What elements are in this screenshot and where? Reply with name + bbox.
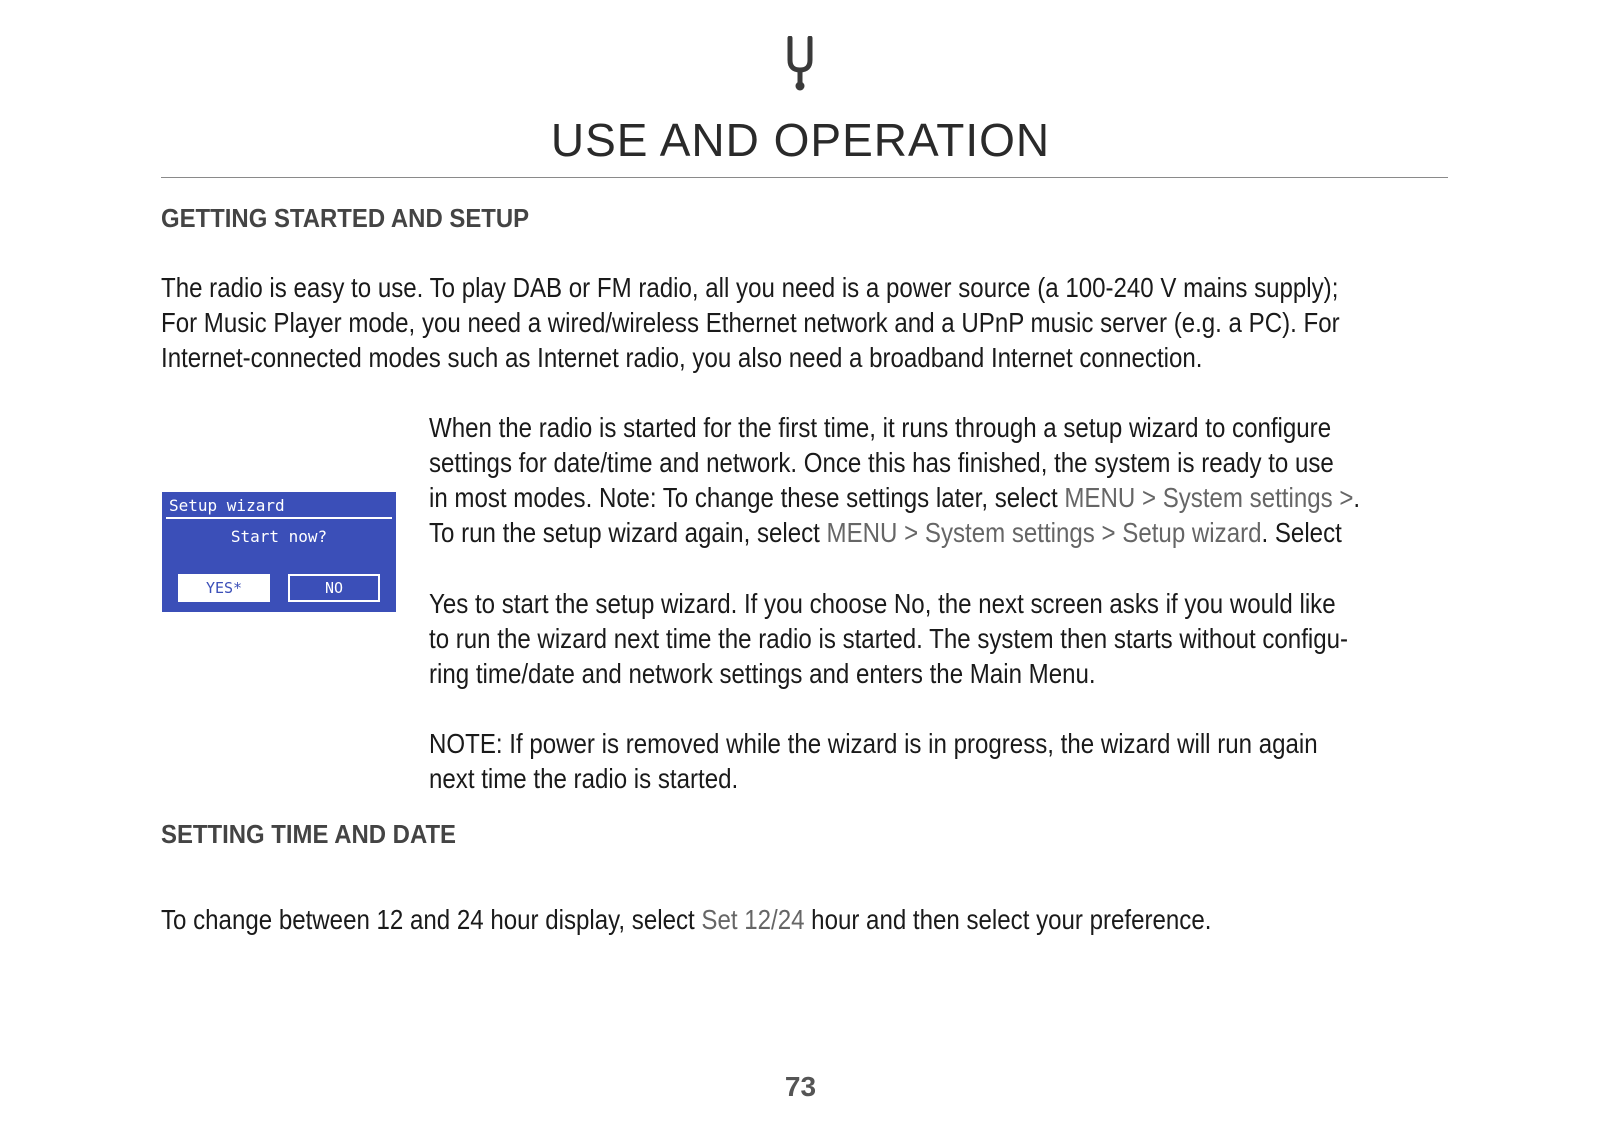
intro-paragraph <box>161 270 1451 375</box>
intro-line: Internet-connected modes such as Internet radio, you also need a broadband Internet connection. <box>161 342 1203 373</box>
wizard-paragraph <box>429 410 1452 550</box>
time-date-paragraph <box>161 902 1451 937</box>
yes-line: ring time/date and network settings and enters the Main Menu. <box>429 658 1096 689</box>
wizard-screen-no-option: NO <box>288 574 380 602</box>
wizard-screen-header: Setup wizard <box>169 496 285 515</box>
intro-line: For Music Player mode, you need a wired/wireless Ethernet network and a UPnP music server (e.g. a PC). For <box>161 307 1340 338</box>
note-line: next time the radio is started. <box>429 763 739 794</box>
wizard-line <box>429 480 1452 515</box>
wizard-screen-divider <box>166 517 392 519</box>
menu-path-setup-wizard: MENU > System settings > Setup wizard <box>826 517 1262 548</box>
setup-wizard-screen-image <box>162 492 396 612</box>
menu-item-set-12-24: Set 12/24 <box>701 904 805 935</box>
tuning-fork-icon <box>784 36 816 92</box>
time-date-text: To change between 12 and 24 hour display, select <box>161 904 702 935</box>
wizard-screen-yes-option: YES* <box>178 574 270 602</box>
wizard-line: settings for date/time and network. Once this has finished, the system is ready to use <box>429 447 1334 478</box>
wizard-line <box>429 515 1452 550</box>
wizard-screen-question: Start now? <box>230 527 328 546</box>
intro-line: The radio is easy to use. To play DAB or FM radio, all you need is a power source (a 100-240 V mains supply); <box>161 272 1339 303</box>
page-number: 73 <box>784 1071 817 1102</box>
note-line: NOTE: If power is removed while the wizard is in progress, the wizard will run again <box>429 728 1318 759</box>
wizard-line-text: . Select <box>1261 517 1342 548</box>
time-date-line <box>161 902 1451 937</box>
wizard-line: When the radio is started for the first time, it runs through a setup wizard to configure <box>429 412 1332 443</box>
wizard-line-text: in most modes. Note: To change these settings later, select <box>429 482 1065 513</box>
yes-line: to run the wizard next time the radio is started. The system then starts without configu- <box>429 623 1349 654</box>
note-paragraph <box>429 726 1452 796</box>
time-date-text: hour and then select your preference. <box>804 904 1212 935</box>
title-divider <box>161 177 1448 178</box>
yes-line: Yes to start the setup wizard. If you choose No, the next screen asks if you would like <box>429 588 1336 619</box>
page-title: USE AND OPERATION <box>550 114 1051 166</box>
menu-path-system-settings: MENU > System settings > <box>1064 482 1354 513</box>
section-heading-getting-started: GETTING STARTED AND SETUP <box>161 203 530 233</box>
wizard-line-text: . <box>1353 482 1361 513</box>
wizard-line-text: To run the setup wizard again, select <box>429 517 827 548</box>
yes-paragraph <box>429 586 1452 691</box>
section-heading-time-date: SETTING TIME AND DATE <box>161 819 457 849</box>
